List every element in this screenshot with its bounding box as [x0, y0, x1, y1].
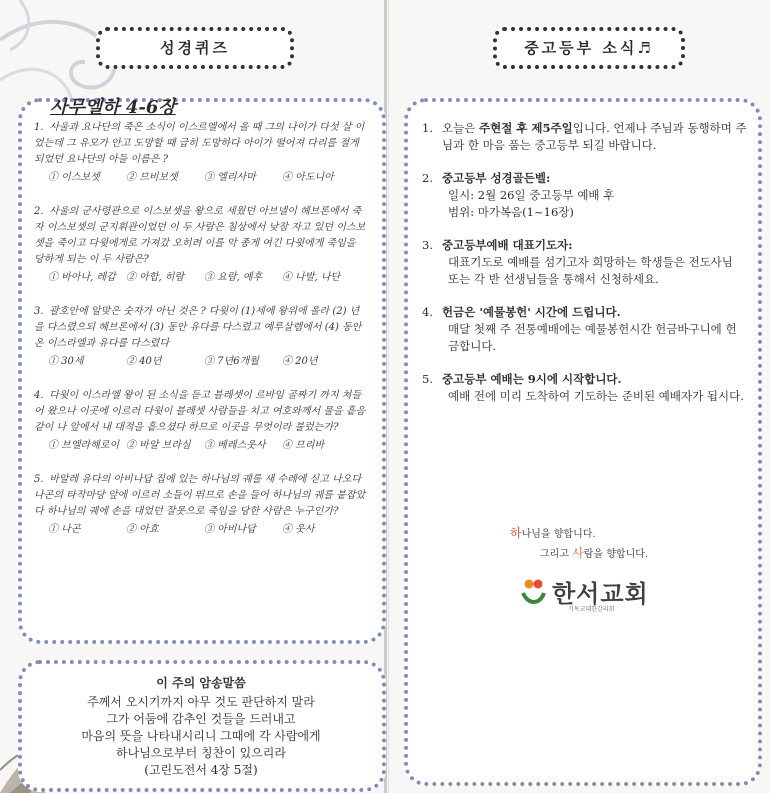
page-fold-shadow [388, 0, 389, 793]
news-item: 1. 오늘은 주현절 후 제5주일입니다. 언제나 주님과 동행하며 주님과 한 마음 품는 중고등부 되길 바랍니다. [422, 121, 747, 152]
question-text: 사울과 요나단의 죽은 소식이 이스르엘에서 올 때 그의 나이가 다섯 살 이었는데 그 유모가 안고 도망할 때 급히 도망하다 아이가 떨어져 다리를 절게 되었던 요나단의 아들 이름은 ? [34, 122, 365, 165]
news-item: 3. 중고등부예배 대표기도자: 대표기도로 예배를 섬기고자 희망하는 학생들은 전도사님 또는 각 반 선생님들을 통해서 신청하세요. [422, 238, 733, 286]
verse-line: 하나님으로부터 칭찬이 있으리라 [116, 746, 286, 760]
option: ③ 아비나답 [204, 524, 256, 535]
question-options [48, 170, 368, 186]
verse-line: 그가 어둠에 감추인 것들을 드러내고 [106, 712, 296, 726]
verse-line: 주께서 오시기까지 아무 것도 판단하지 말라 [87, 695, 315, 709]
verse-line: 마음의 뜻을 나타내시리니 그때에 각 사람에게 [81, 729, 321, 743]
news-title: 중고등부 소식♬ [493, 27, 685, 69]
news-item: 4. 헌금은 '예물봉헌' 시간에 드립니다. 매달 첫째 주 전통예배에는 예물봉헌시간 헌금바구니에 헌금합니다. [422, 305, 737, 353]
question-options [48, 354, 368, 370]
quiz-question: 2. 사울의 군사령관으로 이스보셋을 왕으로 세웠던 아브넬이 헤브론에서 죽자 이스보셋의 군지휘관이었던 이 두 사람은 침상에서 낮잠 자고 있던 이스보셋을 죽이고 다윗에게로 가져갔 오히려 이를 악 종게 여긴 다윗에게 죽임을 당하게 되는 이 두 사람은? ① 바아나, 레갑 ② 아합, 히람 ③ 요람, 예후 ④ 나발, 나단 [34, 204, 368, 286]
question-text: 괄호안에 알맞은 숫자가 아닌 것은 ? 다윗이 (1)세에 왕위에 올라 (2) 년을 다스렸으되 헤브론에서 (3) 동안 유다를 다스렸고 예루살렘에서 (4) 동안 온 이스라엘과 유다를 다스렸다 [34, 306, 362, 349]
verse-title: 이 주의 암송말씀 [156, 676, 246, 690]
church-denomination: 기독교대한감리회 [568, 606, 615, 613]
option: ④ 므리바 [282, 440, 325, 451]
quiz-question: 1. 사울과 요나단의 죽은 소식이 이스르엘에서 올 때 그의 나이가 다섯 살 이었는데 그 유모가 안고 도망할 때 급히 도망하다 아이가 떨어져 다리를 절게 되었던 요나단의 아들 이름은 ? ① 이스보셋 ② 므비보셋 ③ 엘리사마 ④ 아도니아 [34, 120, 368, 186]
option: ④ 20년 [282, 356, 318, 367]
option: ① 이스보셋 [48, 172, 100, 183]
quiz-question: 4. 다윗이 이스라엘 왕이 된 소식을 듣고 블레셋이 르바임 골짜기 까지 쳐들어 왔으나 이곳에 이르러 다윗이 블레셋 사람들을 치고 여호와께서 물을 흩음 같이 나 앞에서 내 대적을 흩으셨다 하므로 이곳을 무엇이라 불렀는가? ① 브엘라해로이 ② 바알 브라심 ③ 베레스웃사 ④ 므리바 [34, 388, 368, 454]
church-name: 한서교회 [552, 580, 649, 608]
quiz-question: 3. 괄호안에 알맞은 숫자가 아닌 것은 ? 다윗이 (1)세에 왕위에 올라 (2) 년을 다스렸으되 헤브론에서 (3) 동안 유다를 다스렸고 예루살렘에서 (4) 동안 온 이스라엘과 유다를 다스렸다 ① 30세 ② 40년 ③ 7년6개월 ④ 20년 [34, 304, 368, 370]
church-emblem-icon [520, 577, 546, 607]
option: ② 아합, 히람 [126, 272, 185, 283]
quiz-title: 성경퀴즈 [96, 27, 294, 69]
memory-verse [40, 694, 362, 779]
quiz-heading: 사무엘하 4-6장 [50, 97, 176, 118]
news-item: 2. 중고등부 성경골든벨: 일시: 2월 26일 중고등부 예배 후 범위: 마가복음(1~16장) [422, 171, 615, 219]
option: ④ 나발, 나단 [282, 272, 341, 283]
option: ② 40년 [126, 356, 162, 367]
option: ① 바아나, 레갑 [48, 272, 116, 283]
question-text: 다윗이 이스라엘 왕이 된 소식을 듣고 블레셋이 르바임 골짜기 까지 쳐들어 왔으나 이곳에 이르러 다윗이 블레셋 사람들을 치고 여호와께서 물을 흩음 같이 나 앞에서 내 대적을 흩으셨다 하므로 이곳을 무엇이라 불렀는가? [34, 390, 366, 433]
option: ③ 엘리사마 [204, 172, 256, 183]
option: ③ 7년6개월 [204, 356, 259, 367]
option: ② 므비보셋 [126, 172, 178, 183]
question-text: 사울의 군사령관으로 이스보셋을 왕으로 세웠던 아브넬이 헤브론에서 죽자 이스보셋의 군지휘관이었던 이 두 사람은 침상에서 낮잠 자고 있던 이스보셋을 죽이고 다윗에게로 가져갔 오히려 이를 악 종게 여긴 다윗에게 죽임을 당하게 되는 이 두 사람은? [34, 206, 366, 265]
option: ③ 요람, 예후 [204, 272, 263, 283]
option: ② 아효 [126, 524, 159, 535]
option: ② 바알 브라심 [126, 440, 191, 451]
option: ① 30세 [48, 356, 84, 367]
church-logo [520, 574, 649, 613]
option: ④ 웃사 [282, 524, 315, 535]
option: ③ 베레스웃사 [204, 440, 266, 451]
question-options [48, 522, 368, 538]
church-motto: 하나님을 향합니다. 그리고 사람을 향합니다. [510, 526, 649, 560]
question-options [48, 438, 368, 454]
news-item: 5. 중고등부 예배는 9시에 시작합니다. 예배 전에 미리 도착하여 기도하는 준비된 예배자가 됩시다. [422, 372, 744, 403]
verse-reference: (고린도전서 4장 5절) [144, 763, 258, 777]
question-options [48, 270, 368, 286]
news-list [422, 120, 747, 421]
option: ④ 아도니아 [282, 172, 334, 183]
quiz-list [34, 120, 368, 546]
option: ① 나곤 [48, 524, 81, 535]
quiz-question: 5. 바알레 유다의 아비나답 집에 있는 하나님의 궤를 새 수레에 싣고 나오다 나곤의 타작마당 앞에 이르러 소들이 뛰므로 손을 들어 하나님의 궤를 붙잡았다 하나님의 궤에 손을 대었던 잘못으로 죽임을 당한 사람은 누구인가? ① 나곤 ② 아효 ③ 아비나답 ④ 웃사 [34, 472, 368, 538]
option: ① 브엘라해로이 [48, 440, 120, 451]
question-text: 바알레 유다의 아비나답 집에 있는 하나님의 궤를 새 수레에 싣고 나오다 나곤의 타작마당 앞에 이르러 소들이 뛰므로 손을 들어 하나님의 궤를 붙잡았다 하나님의 궤에 손을 대었던 잘못으로 죽임을 당한 사람은 누구인가? [34, 474, 366, 517]
